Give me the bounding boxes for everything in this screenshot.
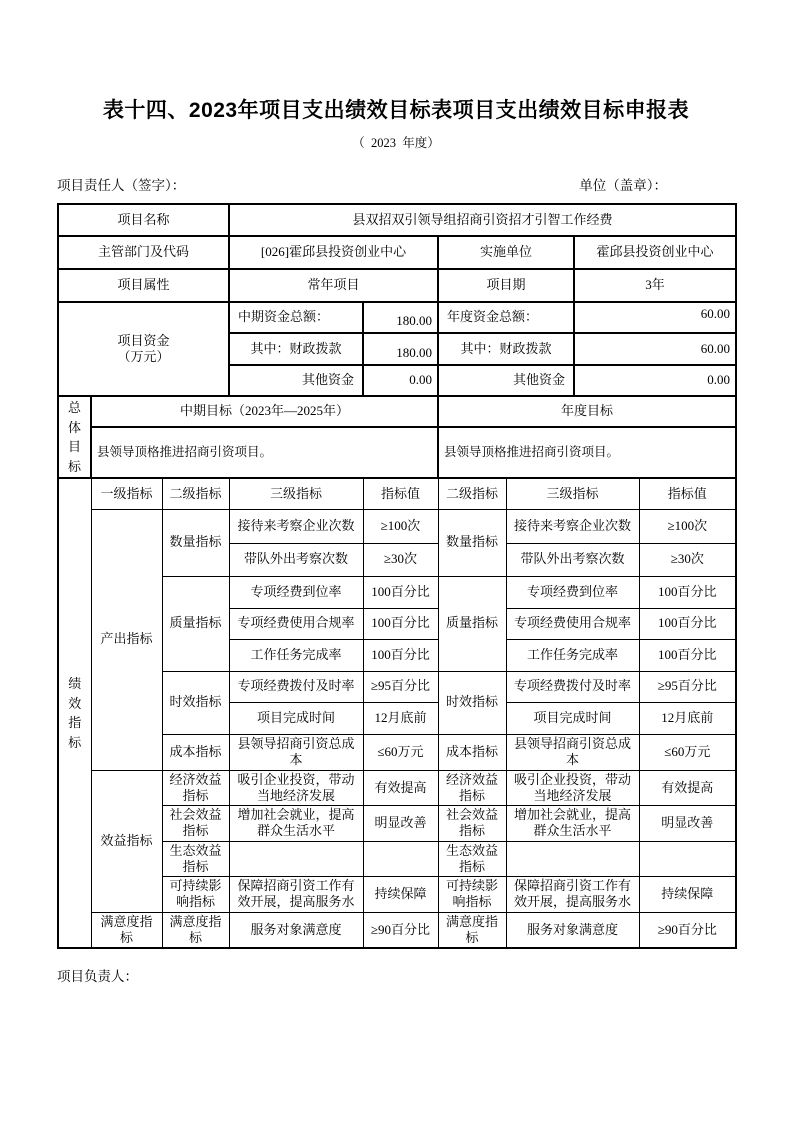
indicator-value-cell: 100百分比	[363, 639, 438, 671]
indicator-name-cell: 吸引企业投资，带动当地经济发展	[506, 770, 639, 806]
funds-label-line2: （万元）	[117, 349, 170, 364]
indicator-value-cell: 12月底前	[363, 702, 438, 734]
indicator-name-cell: 保障招商引资工作有效开展，提高服务水	[229, 877, 363, 913]
annual-other-funds-label-cell: 其他资金	[438, 365, 574, 396]
level2-cost-left-cell: 成本指标	[162, 734, 229, 770]
annual-goal-content-cell: 县领导顶格推进招商引资项目。	[438, 427, 736, 478]
level2-satisfaction-left-cell: 满意度指标	[162, 912, 229, 948]
indicator-name-cell: 服务对象满意度	[229, 912, 363, 948]
indicator-value-cell: ≥100次	[363, 509, 438, 543]
level2-satisfaction-right-cell: 满意度指标	[438, 912, 506, 948]
indicator-name-cell	[506, 841, 639, 877]
mid-fiscal-label-cell: 其中：财政拨款	[229, 333, 363, 365]
performance-target-table	[57, 203, 737, 949]
header-level1-cell: 一级指标	[91, 478, 162, 509]
level2-sustainability-left-cell: 可持续影响指标	[162, 877, 229, 913]
indicator-name-cell: 专项经费使用合规率	[229, 608, 363, 639]
attr-value-cell: 常年项目	[229, 269, 438, 302]
dept-code-value-cell: [026]霍邱县投资创业中心	[229, 236, 438, 269]
responsible-person-label: 项目责任人（签字）：	[57, 178, 186, 193]
indicator-value-cell	[363, 841, 438, 877]
impl-unit-label-cell: 实施单位	[438, 236, 574, 269]
project-name-value-cell: 县双招双引领导组招商引资招才引智工作经费	[229, 204, 736, 236]
indicator-value-cell: 有效提高	[639, 770, 736, 806]
annual-fiscal-value-cell: 60.00	[574, 333, 736, 365]
level1-benefit-cell: 效益指标	[91, 770, 162, 912]
attr-label-cell: 项目属性	[58, 269, 229, 302]
level2-sustainability-right-cell: 可持续影响指标	[438, 877, 506, 913]
perf-vertical-label: 绩效指标	[58, 478, 91, 948]
annual-other-funds-value-cell: 0.00	[574, 365, 736, 396]
level2-ecological-right-cell: 生态效益指标	[438, 841, 506, 877]
level2-quality-right-cell: 质量指标	[438, 576, 506, 671]
indicator-name-cell: 吸引企业投资，带动当地经济发展	[229, 770, 363, 806]
level2-social-left-cell: 社会效益指标	[162, 806, 229, 842]
indicator-value-cell: ≤60万元	[639, 734, 736, 770]
header-value-right-cell: 指标值	[639, 478, 736, 509]
annual-fund-total-value-cell: 60.00	[574, 302, 736, 333]
footer-person-label: 项目负责人：	[57, 969, 138, 984]
signature-row	[57, 174, 735, 194]
indicator-value-cell: 100百分比	[363, 608, 438, 639]
indicator-value-cell: ≥30次	[639, 543, 736, 576]
annual-fund-total-label-cell: 年度资金总额：	[438, 302, 574, 333]
impl-unit-value-cell: 霍邱县投资创业中心	[574, 236, 736, 269]
indicator-name-cell: 专项经费到位率	[506, 576, 639, 608]
project-name-label-cell: 项目名称	[58, 204, 229, 236]
funds-label-line1: 项目资金	[117, 332, 170, 348]
dept-code-label-cell: 主管部门及代码	[58, 236, 229, 269]
header-value-left-cell: 指标值	[363, 478, 438, 509]
indicator-value-cell: 持续保障	[363, 877, 438, 913]
indicator-name-cell: 带队外出考察次数	[229, 543, 363, 576]
indicator-name-cell: 专项经费拨付及时率	[229, 671, 363, 702]
indicator-name-cell: 带队外出考察次数	[506, 543, 639, 576]
indicator-name-cell: 专项经费到位率	[229, 576, 363, 608]
indicator-name-cell: 接待来考察企业次数	[229, 509, 363, 543]
level2-timeliness-right-cell: 时效指标	[438, 671, 506, 734]
indicator-value-cell: 100百分比	[639, 608, 736, 639]
indicator-name-cell: 服务对象满意度	[506, 912, 639, 948]
level2-cost-right-cell: 成本指标	[438, 734, 506, 770]
level2-ecological-left-cell: 生态效益指标	[162, 841, 229, 877]
indicator-value-cell: 100百分比	[639, 576, 736, 608]
mid-goal-header-cell: 中期目标（2023年—2025年）	[91, 396, 438, 427]
level2-timeliness-left-cell: 时效指标	[162, 671, 229, 734]
indicator-value-cell: ≥30次	[363, 543, 438, 576]
subtitle-year: （ 2023 年度）	[352, 136, 440, 150]
period-value-cell: 3年	[574, 269, 736, 302]
indicator-value-cell: ≥90百分比	[639, 912, 736, 948]
mid-other-funds-value-cell: 0.00	[363, 365, 438, 396]
indicator-name-cell: 接待来考察企业次数	[506, 509, 639, 543]
indicator-name-cell: 项目完成时间	[229, 702, 363, 734]
funds-label-cell	[58, 302, 229, 396]
indicator-name-cell: 工作任务完成率	[506, 639, 639, 671]
indicator-name-cell: 增加社会就业，提高群众生活水平	[506, 806, 639, 842]
mid-other-funds-label-cell: 其他资金	[229, 365, 363, 396]
header-level2-left-cell: 二级指标	[162, 478, 229, 509]
indicator-value-cell: 持续保障	[639, 877, 736, 913]
level1-satisfaction-cell: 满意度指标	[91, 912, 162, 948]
header-level2-right-cell: 二级指标	[438, 478, 506, 509]
level2-social-right-cell: 社会效益指标	[438, 806, 506, 842]
indicator-value-cell: 12月底前	[639, 702, 736, 734]
indicator-value-cell: ≥100次	[639, 509, 736, 543]
mid-fund-total-label-cell: 中期资金总额：	[229, 302, 363, 333]
header-level3-right-cell: 三级指标	[506, 478, 639, 509]
level1-output-cell: 产出指标	[91, 509, 162, 770]
indicator-value-cell: 明显改善	[363, 806, 438, 842]
indicator-value-cell: 有效提高	[363, 770, 438, 806]
unit-seal-label: 单位（盖章）：	[579, 178, 667, 193]
level2-quantity-right-cell: 数量指标	[438, 509, 506, 576]
header-level3-left-cell: 三级指标	[229, 478, 363, 509]
annual-fiscal-label-cell: 其中：财政拨款	[438, 333, 574, 365]
indicator-value-cell: 100百分比	[639, 639, 736, 671]
indicator-value-cell: ≥95百分比	[639, 671, 736, 702]
indicator-name-cell: 专项经费拨付及时率	[506, 671, 639, 702]
indicator-name-cell	[229, 841, 363, 877]
indicator-value-cell: 明显改善	[639, 806, 736, 842]
indicator-name-cell: 增加社会就业，提高群众生活水平	[229, 806, 363, 842]
indicator-value-cell: ≤60万元	[363, 734, 438, 770]
level2-economic-left-cell: 经济效益指标	[162, 770, 229, 806]
indicator-name-cell: 工作任务完成率	[229, 639, 363, 671]
overall-goal-vertical-label: 总体目标	[58, 396, 91, 478]
mid-fiscal-value-cell: 180.00	[363, 333, 438, 365]
period-label-cell: 项目期	[438, 269, 574, 302]
indicator-name-cell: 县领导招商引资总成本	[506, 734, 639, 770]
annual-goal-header-cell: 年度目标	[438, 396, 736, 427]
indicator-name-cell: 专项经费使用合规率	[506, 608, 639, 639]
indicator-name-cell: 保障招商引资工作有效开展，提高服务水	[506, 877, 639, 913]
level2-economic-right-cell: 经济效益指标	[438, 770, 506, 806]
mid-goal-content-cell: 县领导顶格推进招商引资项目。	[91, 427, 438, 478]
indicator-name-cell: 县领导招商引资总成本	[229, 734, 363, 770]
indicator-name-cell: 项目完成时间	[506, 702, 639, 734]
mid-fund-total-value-cell: 180.00	[363, 302, 438, 333]
indicator-value-cell: ≥90百分比	[363, 912, 438, 948]
indicator-value-cell: 100百分比	[363, 576, 438, 608]
indicator-value-cell	[639, 841, 736, 877]
indicator-value-cell: ≥95百分比	[363, 671, 438, 702]
page-title: 表十四、2023年项目支出绩效目标表项目支出绩效目标申报表	[102, 99, 690, 122]
level2-quality-left-cell: 质量指标	[162, 576, 229, 671]
level2-quantity-left-cell: 数量指标	[162, 509, 229, 576]
